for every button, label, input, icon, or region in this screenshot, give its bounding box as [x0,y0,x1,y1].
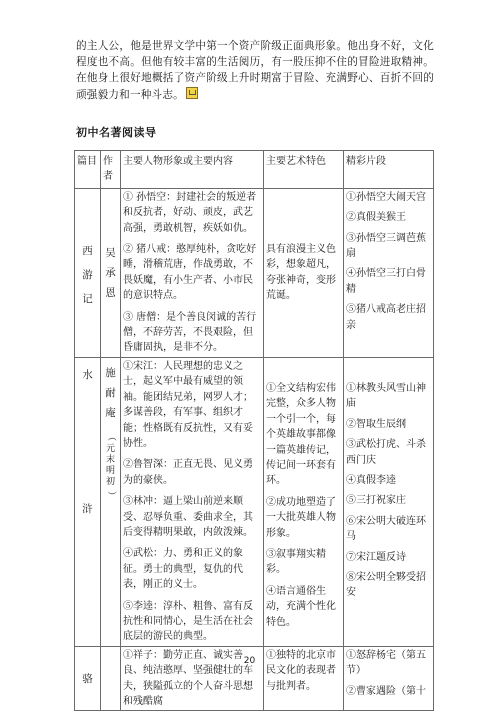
author-note-char: 明 [105,465,115,476]
title-char: 游 [82,268,93,281]
header-title: 篇目 [75,151,101,189]
character-entry: ⑤李逵：淳朴、粗鲁、富有反抗性和同情心，是生活在社会底层的游民的典型。 [123,600,253,643]
excerpt-item: ③孙悟空三调芭蕉扇 [346,232,426,260]
header-art: 主要艺术特色 [264,151,344,189]
art-item: ④语言通俗生动，充满个性化特色。 [266,585,336,628]
book-title-cell [75,357,101,646]
content-cell [121,188,264,357]
character-entry: ②鲁智深：正直无畏、见义勇为的豪侠。 [123,459,253,486]
author-cell [101,357,121,646]
excerpt-item: ④孙悟空三打白骨精 [346,268,426,295]
character-entry: ③ 唐僧：是个善良闵诚的苦行僧，不辞劳苦，不畏艰险，但昏庸固执，是非不分。 [123,311,257,354]
excerpt-item: ②曹家遇险（第十 [346,685,426,697]
art-text: ①独特的北京市民文化的表现者与批判者。 [266,649,336,692]
excerpts-cell [344,357,434,646]
author-char: 承 [105,266,116,279]
excerpt-item: ③武松打虎、斗杀西门庆 [346,439,426,466]
excerpt-item: ①怒辞杨宅（第五节） [346,649,426,677]
art-cell [264,357,344,646]
character-entry: ① 孙悟空：封建社会的叛逆者和反抗者，好动、顽皮，武艺高强，勇敢机智，疾妖如仇。 [123,191,257,234]
intro-paragraph [76,38,434,103]
author-note-char: 初 [105,476,115,487]
author-note-char: 末 [105,454,115,465]
note-icon[interactable] [186,87,198,99]
title-char: 记 [82,292,93,305]
title-char: 水 [82,368,93,381]
excerpt-item: ⑧宋公明全夥受招安 [346,571,426,599]
excerpt-item: ⑤猪八戒高老庄招亲 [346,304,426,331]
author-char: 耐 [105,386,116,399]
character-entry: ② 猪八戒：憨厚纯朴，贪吃好睡，滑稽荒唐，作战勇敢，不畏妖魔，有小生产者、小市民的意识特点。 [123,244,257,302]
title-char: 浒 [82,502,93,515]
header-author: 作者 [101,151,121,189]
excerpt-item: ⑦宋江题反诗 [346,551,406,563]
book-title-cell [75,188,101,357]
table-header-row [75,151,434,189]
intro-text: 的主人公，他是世界文学中第一个资产阶级正面典形象。他出身不好，文化程度也不高。但他有较丰富的生活阅历，有一股压抑不住的冒险进取精神。在他身上很好地概括了资产阶级上升时期富于冒险、充满野心、百折不回的顽强毅力和一种斗志。 [76,40,434,101]
excerpt-item: ⑤三打祝家庄 [346,495,406,507]
title-char: 西 [82,244,93,257]
section-title: 初中名著阅读导 [76,126,157,139]
table-row [75,188,434,357]
header-content: 主要人物形象或主要内容 [121,151,264,189]
reading-guide-table [74,150,434,711]
character-entry: ③林冲：逼上梁山前逆来顺受、忍辱负重、委曲求全，其后变得精明果敢，内敛泼辣。 [123,496,253,538]
excerpt-item: ②智取生辰纲 [346,418,406,430]
art-item: ①全文结构宏伟完整，众多人物一个引一个，每个英雄故事都像一篇英雄传记，传记间一环套有环。 [266,382,336,487]
art-item: ②成功地塑造了一大批英雄人物形象。 [266,496,336,539]
author-char: 庵 [105,406,116,419]
author-note-char: 元 [105,443,115,454]
author-note-char: ） [105,490,116,500]
author-char: 吴 [105,246,116,259]
page-number: 20 [243,656,256,666]
author-char: 恩 [105,286,116,299]
author-char: 施 [105,366,116,379]
excerpt-item: ①孙悟空大闹天宫 [346,191,426,203]
character-entry: ④武松：力、勇和正义的象征。勇士的典型，复仇的代表，刚正的义士。 [123,548,243,591]
character-entry: ①宋江：人民理想的忠义之士，起义军中最有威望的领袖。能团结兄弟，网罗人才；多谋善段，有军事、组织才能；性格既有反抗性，又有妥协性。 [123,360,253,449]
excerpt-item: ⑥宋公明大破连环马 [346,515,426,543]
header-excerpts: 精彩片段 [344,151,434,189]
author-cell [101,188,121,357]
table-row [75,357,434,646]
excerpt-item: ①林教头风雪山神庙 [346,382,426,410]
art-text: 具有浪漫主义色彩，想象超凡，夸张神奇，变形荒诞。 [266,244,336,302]
art-item: ③叙事翔实精彩。 [266,548,326,576]
author-note-char: （ [105,431,116,441]
title-char: 骆 [82,672,93,685]
excerpts-cell [344,188,434,357]
excerpt-item: ④真假李逵 [346,474,396,486]
character-entry: ①祥子：勤劳正直、诚实善良、纯洁憨厚、坚强健壮的车夫，狭隘孤立的个人奋斗思想和残酷腐 [123,649,253,707]
content-cell [121,357,264,646]
excerpt-item: ②真假美猴王 [346,212,406,224]
art-cell [264,188,344,357]
